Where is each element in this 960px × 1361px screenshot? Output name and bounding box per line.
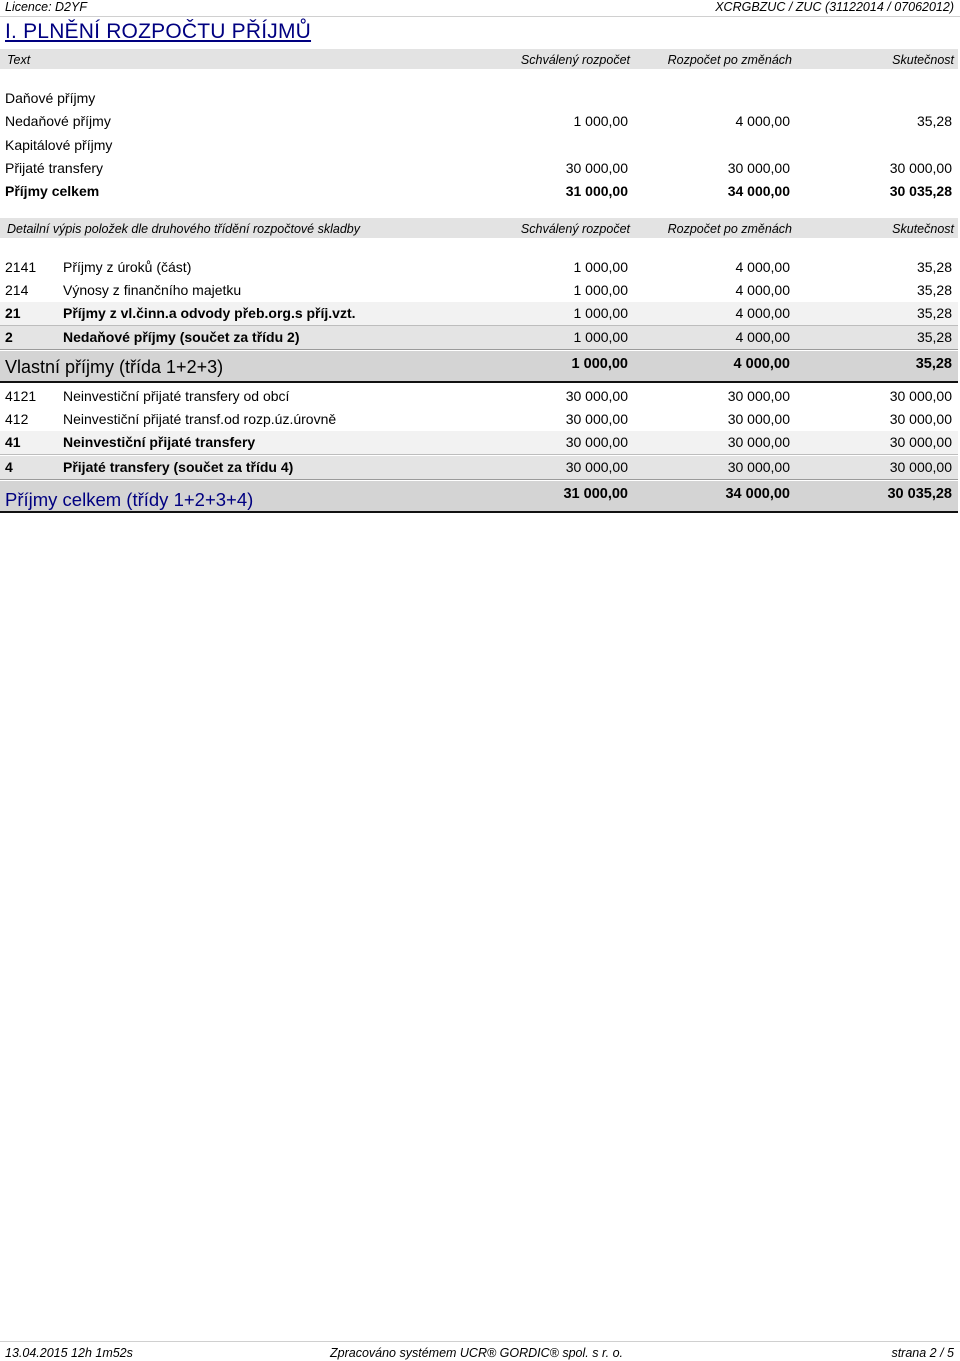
value-amended: 4 000,00 xyxy=(735,305,790,321)
summary-table-header xyxy=(0,49,958,69)
value-approved: 31 000,00 xyxy=(563,486,628,502)
footer-timestamp: 13.04.2015 12h 1m52s xyxy=(5,1346,133,1360)
value-actual: 30 000,00 xyxy=(889,160,952,176)
detail-table-header xyxy=(0,218,958,238)
row-label: Vlastní příjmy (třída 1+2+3) xyxy=(5,357,224,377)
value-actual: 30 035,28 xyxy=(889,183,952,199)
detail-subtotal-row xyxy=(0,431,958,455)
value-amended: 4 000,00 xyxy=(733,356,790,372)
value-approved: 1 000,00 xyxy=(571,356,628,372)
footer-page-number: strana 2 / 5 xyxy=(891,1346,954,1360)
column-header-text: Text xyxy=(7,53,31,67)
row-code: 21 xyxy=(5,305,21,321)
column-header-amended: Rozpočet po změnách xyxy=(667,222,792,236)
detail-row xyxy=(0,408,958,431)
value-amended: 30 000,00 xyxy=(727,459,790,475)
row-name: Přijaté transfery (součet za třídu 4) xyxy=(63,459,294,475)
summary-row xyxy=(0,134,958,157)
value-approved: 30 000,00 xyxy=(565,434,628,450)
value-actual: 35,28 xyxy=(916,329,952,345)
value-amended: 4 000,00 xyxy=(735,113,790,129)
row-label: Příjmy celkem (třídy 1+2+3+4) xyxy=(5,489,254,510)
value-approved: 1 000,00 xyxy=(573,329,628,345)
licence-text: Licence: D2YF xyxy=(5,0,87,14)
value-approved: 30 000,00 xyxy=(565,459,628,475)
report-code: XCRGBZUC / ZUC (31122014 / 07062012) xyxy=(715,0,954,14)
value-amended: 30 000,00 xyxy=(727,434,790,450)
row-code: 214 xyxy=(5,282,29,298)
value-amended: 30 000,00 xyxy=(727,411,790,427)
page-title: I. PLNĚNÍ ROZPOČTU PŘÍJMŮ xyxy=(5,20,312,43)
value-approved: 1 000,00 xyxy=(573,259,628,275)
value-approved: 1 000,00 xyxy=(573,305,628,321)
value-actual: 35,28 xyxy=(916,305,952,321)
row-code: 4121 xyxy=(5,388,37,404)
value-amended: 34 000,00 xyxy=(727,183,790,199)
value-actual: 35,28 xyxy=(916,282,952,298)
value-amended: 34 000,00 xyxy=(725,486,790,502)
value-approved: 1 000,00 xyxy=(573,113,628,129)
detail-row xyxy=(0,279,958,302)
header-divider xyxy=(0,16,960,17)
row-code: 412 xyxy=(5,411,29,427)
detail-class-total-row xyxy=(0,456,958,480)
summary-row xyxy=(0,87,958,110)
value-approved: 1 000,00 xyxy=(573,282,628,298)
column-header-amended: Rozpočet po změnách xyxy=(667,53,792,67)
row-name: Příjmy z úroků (část) xyxy=(63,259,192,275)
row-code: 2141 xyxy=(5,259,37,275)
value-actual: 35,28 xyxy=(916,259,952,275)
value-actual: 30 035,28 xyxy=(887,486,952,502)
row-name: Nedaňové příjmy (součet za třídu 2) xyxy=(63,329,300,345)
detail-row xyxy=(0,385,958,408)
value-amended: 4 000,00 xyxy=(735,329,790,345)
footer-processed-by: Zpracováno systémem UCR® GORDIC® spol. s r. o. xyxy=(330,1346,624,1360)
value-actual: 35,28 xyxy=(916,113,952,129)
row-label: Příjmy celkem xyxy=(5,183,100,199)
row-label: Kapitálové příjmy xyxy=(5,137,113,153)
detail-class-total-row xyxy=(0,326,958,350)
column-header-approved: Schválený rozpočet xyxy=(520,222,630,236)
grand-total-row xyxy=(0,481,958,513)
value-actual: 30 000,00 xyxy=(889,459,952,475)
value-actual: 35,28 xyxy=(915,356,952,372)
page-header xyxy=(0,0,960,14)
row-code: 41 xyxy=(5,434,21,450)
detail-subtotal-row xyxy=(0,302,958,326)
value-approved: 30 000,00 xyxy=(565,411,628,427)
row-name: Neinvestiční přijaté transfery xyxy=(63,434,256,450)
row-label: Přijaté transfery xyxy=(5,160,104,176)
row-name: Neinvestiční přijaté transfery od obcí xyxy=(63,388,290,404)
row-name: Výnosy z finančního majetku xyxy=(63,282,242,298)
row-label: Daňové příjmy xyxy=(5,90,96,106)
column-header-detail: Detailní výpis položek dle druhového třídění rozpočtové skladby xyxy=(7,222,360,236)
row-code: 4 xyxy=(5,459,13,475)
value-actual: 30 000,00 xyxy=(889,411,952,427)
column-header-actual: Skutečnost xyxy=(892,222,954,236)
column-header-approved: Schválený rozpočet xyxy=(520,53,630,67)
value-amended: 30 000,00 xyxy=(727,160,790,176)
value-approved: 30 000,00 xyxy=(565,160,628,176)
column-header-actual: Skutečnost xyxy=(892,53,954,67)
value-amended: 4 000,00 xyxy=(735,282,790,298)
value-approved: 31 000,00 xyxy=(565,183,628,199)
value-amended: 30 000,00 xyxy=(727,388,790,404)
summary-total-row xyxy=(0,180,958,203)
value-actual: 30 000,00 xyxy=(889,388,952,404)
row-name: Neinvestiční přijaté transf.od rozp.úz.úrovně xyxy=(63,411,337,427)
detail-row xyxy=(0,256,958,279)
row-code: 2 xyxy=(5,329,13,345)
summary-row xyxy=(0,110,958,133)
value-actual: 30 000,00 xyxy=(889,434,952,450)
row-name: Příjmy z vl.činn.a odvody přeb.org.s příj.vzt. xyxy=(63,305,356,321)
summary-row xyxy=(0,157,958,180)
own-revenue-total-row xyxy=(0,351,958,383)
footer-divider xyxy=(0,1341,960,1342)
value-approved: 30 000,00 xyxy=(565,388,628,404)
row-label: Nedaňové příjmy xyxy=(5,113,111,129)
value-amended: 4 000,00 xyxy=(735,259,790,275)
